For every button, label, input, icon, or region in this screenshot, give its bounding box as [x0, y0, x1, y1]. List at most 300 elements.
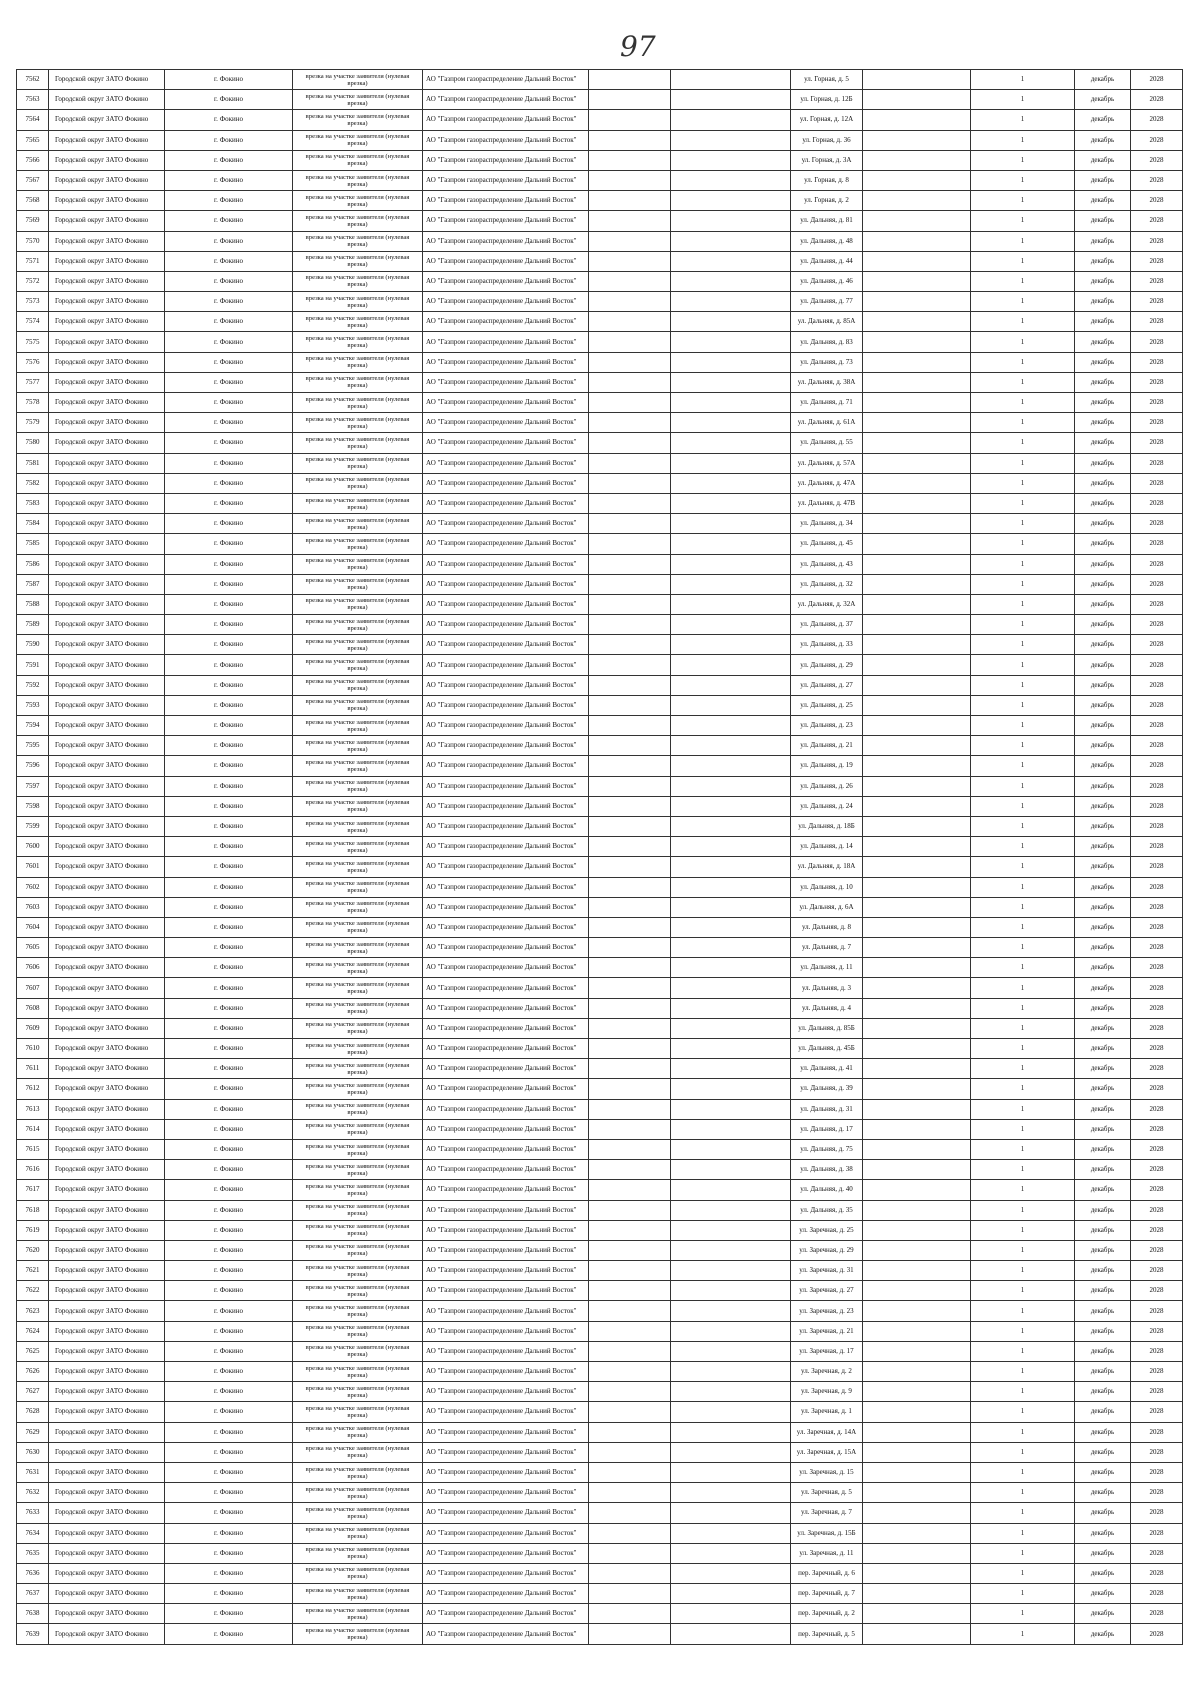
address-cell: пер. Заречный, д. 6	[791, 1563, 863, 1583]
row-number: 7627	[17, 1382, 49, 1402]
work-type-cell: врезка на участке заявителя (нулевая врезка)	[293, 514, 423, 534]
empty-cell	[863, 292, 971, 312]
address-cell: ул. Горная, д. 5	[791, 70, 863, 90]
organization-cell: АО "Газпром газораспределение Дальний Восток"	[423, 1099, 589, 1119]
month-cell: декабрь	[1075, 998, 1131, 1018]
empty-cell	[671, 1160, 791, 1180]
month-cell: декабрь	[1075, 312, 1131, 332]
organization-cell: АО "Газпром газораспределение Дальний Восток"	[423, 1523, 589, 1543]
work-type-cell: врезка на участке заявителя (нулевая врезка)	[293, 1422, 423, 1442]
month-cell: декабрь	[1075, 837, 1131, 857]
work-type-cell: врезка на участке заявителя (нулевая врезка)	[293, 271, 423, 291]
row-number: 7563	[17, 90, 49, 110]
address-cell: ул. Дальняя, д. 47А	[791, 473, 863, 493]
municipality-cell: Городской округ ЗАТО Фокино	[49, 695, 165, 715]
count-cell: 1	[971, 1139, 1075, 1159]
work-type-cell: врезка на участке заявителя (нулевая врезка)	[293, 776, 423, 796]
count-cell: 1	[971, 332, 1075, 352]
table-row	[17, 191, 1183, 211]
address-cell: ул. Заречная, д. 29	[791, 1240, 863, 1260]
organization-cell: АО "Газпром газораспределение Дальний Восток"	[423, 150, 589, 170]
organization-cell: АО "Газпром газораспределение Дальний Восток"	[423, 130, 589, 150]
row-number: 7598	[17, 796, 49, 816]
locality-cell: г. Фокино	[165, 574, 293, 594]
address-cell: ул. Дальняя, д. 37	[791, 615, 863, 635]
year-cell: 2028	[1131, 1079, 1183, 1099]
empty-cell	[863, 90, 971, 110]
empty-cell	[671, 110, 791, 130]
municipality-cell: Городской округ ЗАТО Фокино	[49, 1503, 165, 1523]
row-number: 7626	[17, 1362, 49, 1382]
row-number: 7573	[17, 292, 49, 312]
month-cell: декабрь	[1075, 897, 1131, 917]
year-cell: 2028	[1131, 554, 1183, 574]
empty-cell	[863, 1160, 971, 1180]
locality-cell: г. Фокино	[165, 1523, 293, 1543]
organization-cell: АО "Газпром газораспределение Дальний Восток"	[423, 594, 589, 614]
work-type-cell: врезка на участке заявителя (нулевая врезка)	[293, 211, 423, 231]
row-number: 7587	[17, 574, 49, 594]
table-row	[17, 312, 1183, 332]
row-number: 7565	[17, 130, 49, 150]
year-cell: 2028	[1131, 352, 1183, 372]
organization-cell: АО "Газпром газораспределение Дальний Восток"	[423, 1624, 589, 1644]
locality-cell: г. Фокино	[165, 655, 293, 675]
municipality-cell: Городской округ ЗАТО Фокино	[49, 574, 165, 594]
month-cell: декабрь	[1075, 1362, 1131, 1382]
empty-cell	[863, 1563, 971, 1583]
table-row	[17, 1624, 1183, 1644]
count-cell: 1	[971, 655, 1075, 675]
organization-cell: АО "Газпром газораспределение Дальний Восток"	[423, 211, 589, 231]
month-cell: декабрь	[1075, 372, 1131, 392]
empty-cell	[863, 938, 971, 958]
empty-cell	[863, 110, 971, 130]
organization-cell: АО "Газпром газораспределение Дальний Восток"	[423, 473, 589, 493]
table-row	[17, 514, 1183, 534]
count-cell: 1	[971, 635, 1075, 655]
work-type-cell: врезка на участке заявителя (нулевая врезка)	[293, 837, 423, 857]
organization-cell: АО "Газпром газораспределение Дальний Восток"	[423, 292, 589, 312]
address-cell: ул. Дальняя, д. 77	[791, 292, 863, 312]
municipality-cell: Городской округ ЗАТО Фокино	[49, 958, 165, 978]
month-cell: декабрь	[1075, 292, 1131, 312]
municipality-cell: Городской округ ЗАТО Фокино	[49, 292, 165, 312]
organization-cell: АО "Газпром газораспределение Дальний Восток"	[423, 938, 589, 958]
empty-cell	[589, 1341, 671, 1361]
row-number: 7600	[17, 837, 49, 857]
month-cell: декабрь	[1075, 251, 1131, 271]
address-cell: ул. Дальняя, д. 7	[791, 938, 863, 958]
row-number: 7576	[17, 352, 49, 372]
organization-cell: АО "Газпром газораспределение Дальний Восток"	[423, 1220, 589, 1240]
work-type-cell: врезка на участке заявителя (нулевая врезка)	[293, 433, 423, 453]
empty-cell	[589, 1523, 671, 1543]
month-cell: декабрь	[1075, 1563, 1131, 1583]
locality-cell: г. Фокино	[165, 594, 293, 614]
empty-cell	[671, 1624, 791, 1644]
row-number: 7625	[17, 1341, 49, 1361]
count-cell: 1	[971, 90, 1075, 110]
empty-cell	[671, 816, 791, 836]
address-cell: ул. Дальняя, д. 18А	[791, 857, 863, 877]
table-row	[17, 1543, 1183, 1563]
month-cell: декабрь	[1075, 1200, 1131, 1220]
empty-cell	[671, 756, 791, 776]
empty-cell	[671, 1563, 791, 1583]
table-row	[17, 1382, 1183, 1402]
empty-cell	[589, 1018, 671, 1038]
work-type-cell: врезка на участке заявителя (нулевая врезка)	[293, 150, 423, 170]
empty-cell	[671, 1341, 791, 1361]
month-cell: декабрь	[1075, 1261, 1131, 1281]
municipality-cell: Городской округ ЗАТО Фокино	[49, 675, 165, 695]
empty-cell	[589, 857, 671, 877]
month-cell: декабрь	[1075, 231, 1131, 251]
address-cell: ул. Дальняя, д. 33	[791, 635, 863, 655]
count-cell: 1	[971, 514, 1075, 534]
organization-cell: АО "Газпром газораспределение Дальний Восток"	[423, 1563, 589, 1583]
count-cell: 1	[971, 554, 1075, 574]
organization-cell: АО "Газпром газораспределение Дальний Восток"	[423, 756, 589, 776]
work-type-cell: врезка на участке заявителя (нулевая врезка)	[293, 1341, 423, 1361]
address-cell: ул. Дальняя, д. 47В	[791, 493, 863, 513]
table-row	[17, 150, 1183, 170]
address-cell: ул. Дальняя, д. 43	[791, 554, 863, 574]
count-cell: 1	[971, 251, 1075, 271]
address-cell: ул. Дальняя, д. 85А	[791, 312, 863, 332]
row-number: 7620	[17, 1240, 49, 1260]
empty-cell	[671, 1462, 791, 1482]
locality-cell: г. Фокино	[165, 716, 293, 736]
empty-cell	[589, 1079, 671, 1099]
work-type-cell: врезка на участке заявителя (нулевая врезка)	[293, 372, 423, 392]
address-cell: ул. Дальняя, д. 17	[791, 1119, 863, 1139]
count-cell: 1	[971, 958, 1075, 978]
empty-cell	[589, 998, 671, 1018]
table-row	[17, 372, 1183, 392]
table-row	[17, 978, 1183, 998]
empty-cell	[863, 231, 971, 251]
empty-cell	[863, 554, 971, 574]
municipality-cell: Городской округ ЗАТО Фокино	[49, 1139, 165, 1159]
table-row	[17, 1119, 1183, 1139]
locality-cell: г. Фокино	[165, 170, 293, 190]
locality-cell: г. Фокино	[165, 1220, 293, 1240]
address-cell: ул. Дальняя, д. 32А	[791, 594, 863, 614]
empty-cell	[863, 1261, 971, 1281]
empty-cell	[671, 191, 791, 211]
empty-cell	[671, 1523, 791, 1543]
count-cell: 1	[971, 372, 1075, 392]
empty-cell	[589, 514, 671, 534]
address-cell: ул. Дальняя, д. 21	[791, 736, 863, 756]
locality-cell: г. Фокино	[165, 1079, 293, 1099]
row-number: 7577	[17, 372, 49, 392]
count-cell: 1	[971, 1261, 1075, 1281]
address-cell: ул. Горная, д. 8	[791, 170, 863, 190]
empty-cell	[671, 271, 791, 291]
year-cell: 2028	[1131, 514, 1183, 534]
row-number: 7592	[17, 675, 49, 695]
row-number: 7602	[17, 877, 49, 897]
table-row	[17, 897, 1183, 917]
year-cell: 2028	[1131, 1200, 1183, 1220]
month-cell: декабрь	[1075, 635, 1131, 655]
empty-cell	[589, 695, 671, 715]
locality-cell: г. Фокино	[165, 1099, 293, 1119]
month-cell: декабрь	[1075, 393, 1131, 413]
empty-cell	[671, 1059, 791, 1079]
empty-cell	[671, 251, 791, 271]
row-number: 7614	[17, 1119, 49, 1139]
empty-cell	[863, 130, 971, 150]
table-row	[17, 251, 1183, 271]
count-cell: 1	[971, 1099, 1075, 1119]
organization-cell: АО "Газпром газораспределение Дальний Восток"	[423, 1039, 589, 1059]
organization-cell: АО "Газпром газораспределение Дальний Восток"	[423, 1584, 589, 1604]
month-cell: декабрь	[1075, 756, 1131, 776]
month-cell: декабрь	[1075, 150, 1131, 170]
month-cell: декабрь	[1075, 1503, 1131, 1523]
locality-cell: г. Фокино	[165, 917, 293, 937]
empty-cell	[589, 776, 671, 796]
work-type-cell: врезка на участке заявителя (нулевая врезка)	[293, 493, 423, 513]
empty-cell	[863, 655, 971, 675]
empty-cell	[671, 413, 791, 433]
empty-cell	[589, 292, 671, 312]
month-cell: декабрь	[1075, 816, 1131, 836]
count-cell: 1	[971, 211, 1075, 231]
row-number: 7569	[17, 211, 49, 231]
table-row	[17, 332, 1183, 352]
empty-cell	[671, 312, 791, 332]
row-number: 7616	[17, 1160, 49, 1180]
empty-cell	[863, 1462, 971, 1482]
year-cell: 2028	[1131, 615, 1183, 635]
work-type-cell: врезка на участке заявителя (нулевая врезка)	[293, 1018, 423, 1038]
work-type-cell: врезка на участке заявителя (нулевая врезка)	[293, 1180, 423, 1200]
work-type-cell: врезка на участке заявителя (нулевая врезка)	[293, 594, 423, 614]
empty-cell	[671, 1422, 791, 1442]
table-row	[17, 594, 1183, 614]
table-row	[17, 756, 1183, 776]
year-cell: 2028	[1131, 372, 1183, 392]
empty-cell	[589, 90, 671, 110]
address-cell: ул. Дальняя, д. 55	[791, 433, 863, 453]
month-cell: декабрь	[1075, 1483, 1131, 1503]
locality-cell: г. Фокино	[165, 271, 293, 291]
locality-cell: г. Фокино	[165, 675, 293, 695]
empty-cell	[589, 1200, 671, 1220]
work-type-cell: врезка на участке заявителя (нулевая врезка)	[293, 70, 423, 90]
municipality-cell: Городской округ ЗАТО Фокино	[49, 1624, 165, 1644]
empty-cell	[863, 332, 971, 352]
work-type-cell: врезка на участке заявителя (нулевая врезка)	[293, 695, 423, 715]
count-cell: 1	[971, 938, 1075, 958]
empty-cell	[863, 1321, 971, 1341]
month-cell: декабрь	[1075, 857, 1131, 877]
table-row	[17, 534, 1183, 554]
municipality-cell: Городской округ ЗАТО Фокино	[49, 837, 165, 857]
empty-cell	[863, 695, 971, 715]
address-cell: ул. Дальняя, д. 27	[791, 675, 863, 695]
empty-cell	[589, 271, 671, 291]
empty-cell	[863, 1180, 971, 1200]
work-type-cell: врезка на участке заявителя (нулевая врезка)	[293, 1139, 423, 1159]
year-cell: 2028	[1131, 1059, 1183, 1079]
table-row	[17, 1281, 1183, 1301]
work-type-cell: врезка на участке заявителя (нулевая врезка)	[293, 1503, 423, 1523]
row-number: 7595	[17, 736, 49, 756]
municipality-cell: Городской округ ЗАТО Фокино	[49, 1483, 165, 1503]
organization-cell: АО "Газпром газораспределение Дальний Восток"	[423, 917, 589, 937]
organization-cell: АО "Газпром газораспределение Дальний Восток"	[423, 1604, 589, 1624]
year-cell: 2028	[1131, 675, 1183, 695]
locality-cell: г. Фокино	[165, 1584, 293, 1604]
count-cell: 1	[971, 473, 1075, 493]
empty-cell	[863, 1281, 971, 1301]
address-cell: ул. Дальняя, д. 38	[791, 1160, 863, 1180]
work-type-cell: врезка на участке заявителя (нулевая врезка)	[293, 1039, 423, 1059]
count-cell: 1	[971, 1442, 1075, 1462]
municipality-cell: Городской округ ЗАТО Фокино	[49, 776, 165, 796]
month-cell: декабрь	[1075, 1220, 1131, 1240]
empty-cell	[671, 1099, 791, 1119]
table-row	[17, 857, 1183, 877]
year-cell: 2028	[1131, 70, 1183, 90]
year-cell: 2028	[1131, 1604, 1183, 1624]
address-cell: ул. Дальняя, д. 29	[791, 655, 863, 675]
row-number: 7594	[17, 716, 49, 736]
count-cell: 1	[971, 857, 1075, 877]
locality-cell: г. Фокино	[165, 1039, 293, 1059]
municipality-cell: Городской округ ЗАТО Фокино	[49, 1604, 165, 1624]
locality-cell: г. Фокино	[165, 1281, 293, 1301]
table-row	[17, 1240, 1183, 1260]
table-row	[17, 877, 1183, 897]
address-cell: ул. Заречная, д. 27	[791, 1281, 863, 1301]
count-cell: 1	[971, 897, 1075, 917]
table-row	[17, 1079, 1183, 1099]
work-type-cell: врезка на участке заявителя (нулевая врезка)	[293, 756, 423, 776]
empty-cell	[589, 1301, 671, 1321]
table-row	[17, 796, 1183, 816]
empty-cell	[589, 655, 671, 675]
locality-cell: г. Фокино	[165, 877, 293, 897]
work-type-cell: врезка на участке заявителя (нулевая врезка)	[293, 1563, 423, 1583]
row-number: 7622	[17, 1281, 49, 1301]
year-cell: 2028	[1131, 473, 1183, 493]
organization-cell: АО "Газпром газораспределение Дальний Восток"	[423, 635, 589, 655]
count-cell: 1	[971, 1321, 1075, 1341]
row-number: 7634	[17, 1523, 49, 1543]
count-cell: 1	[971, 917, 1075, 937]
locality-cell: г. Фокино	[165, 231, 293, 251]
locality-cell: г. Фокино	[165, 1059, 293, 1079]
table-row	[17, 1200, 1183, 1220]
organization-cell: АО "Газпром газораспределение Дальний Восток"	[423, 736, 589, 756]
address-cell: ул. Дальняя, д. 75	[791, 1139, 863, 1159]
month-cell: декабрь	[1075, 554, 1131, 574]
empty-cell	[863, 1422, 971, 1442]
row-number: 7570	[17, 231, 49, 251]
work-type-cell: врезка на участке заявителя (нулевая врезка)	[293, 655, 423, 675]
municipality-cell: Городской округ ЗАТО Фокино	[49, 938, 165, 958]
empty-cell	[671, 938, 791, 958]
empty-cell	[671, 1281, 791, 1301]
organization-cell: АО "Газпром газораспределение Дальний Восток"	[423, 393, 589, 413]
organization-cell: АО "Газпром газораспределение Дальний Восток"	[423, 514, 589, 534]
locality-cell: г. Фокино	[165, 756, 293, 776]
count-cell: 1	[971, 1220, 1075, 1240]
table-row	[17, 1301, 1183, 1321]
locality-cell: г. Фокино	[165, 1139, 293, 1159]
year-cell: 2028	[1131, 857, 1183, 877]
month-cell: декабрь	[1075, 271, 1131, 291]
address-cell: ул. Заречная, д. 5	[791, 1483, 863, 1503]
month-cell: декабрь	[1075, 655, 1131, 675]
municipality-cell: Городской округ ЗАТО Фокино	[49, 1220, 165, 1240]
empty-cell	[671, 776, 791, 796]
work-type-cell: врезка на участке заявителя (нулевая врезка)	[293, 130, 423, 150]
work-type-cell: врезка на участке заявителя (нулевая врезка)	[293, 1543, 423, 1563]
row-number: 7588	[17, 594, 49, 614]
empty-cell	[589, 433, 671, 453]
municipality-cell: Городской округ ЗАТО Фокино	[49, 1462, 165, 1482]
municipality-cell: Городской округ ЗАТО Фокино	[49, 473, 165, 493]
organization-cell: АО "Газпром газораспределение Дальний Восток"	[423, 1160, 589, 1180]
address-cell: пер. Заречный, д. 5	[791, 1624, 863, 1644]
empty-cell	[863, 473, 971, 493]
empty-cell	[863, 1018, 971, 1038]
row-number: 7619	[17, 1220, 49, 1240]
locality-cell: г. Фокино	[165, 998, 293, 1018]
table-row	[17, 1422, 1183, 1442]
municipality-cell: Городской округ ЗАТО Фокино	[49, 453, 165, 473]
row-number: 7564	[17, 110, 49, 130]
year-cell: 2028	[1131, 1563, 1183, 1583]
month-cell: декабрь	[1075, 675, 1131, 695]
locality-cell: г. Фокино	[165, 615, 293, 635]
municipality-cell: Городской округ ЗАТО Фокино	[49, 877, 165, 897]
municipality-cell: Городской округ ЗАТО Фокино	[49, 130, 165, 150]
work-type-cell: врезка на участке заявителя (нулевая врезка)	[293, 816, 423, 836]
row-number: 7621	[17, 1261, 49, 1281]
locality-cell: г. Фокино	[165, 1321, 293, 1341]
municipality-cell: Городской округ ЗАТО Фокино	[49, 493, 165, 513]
year-cell: 2028	[1131, 776, 1183, 796]
row-number: 7575	[17, 332, 49, 352]
locality-cell: г. Фокино	[165, 493, 293, 513]
empty-cell	[589, 1624, 671, 1644]
year-cell: 2028	[1131, 1402, 1183, 1422]
work-type-cell: врезка на участке заявителя (нулевая врезка)	[293, 1483, 423, 1503]
year-cell: 2028	[1131, 796, 1183, 816]
empty-cell	[671, 1220, 791, 1240]
year-cell: 2028	[1131, 534, 1183, 554]
address-cell: ул. Дальняя, д. 46	[791, 271, 863, 291]
empty-cell	[671, 90, 791, 110]
address-cell: ул. Заречная, д. 17	[791, 1341, 863, 1361]
address-cell: ул. Дальняя, д. 35	[791, 1200, 863, 1220]
month-cell: декабрь	[1075, 514, 1131, 534]
empty-cell	[671, 615, 791, 635]
empty-cell	[589, 635, 671, 655]
year-cell: 2028	[1131, 837, 1183, 857]
empty-cell	[863, 635, 971, 655]
organization-cell: АО "Газпром газораспределение Дальний Восток"	[423, 1079, 589, 1099]
